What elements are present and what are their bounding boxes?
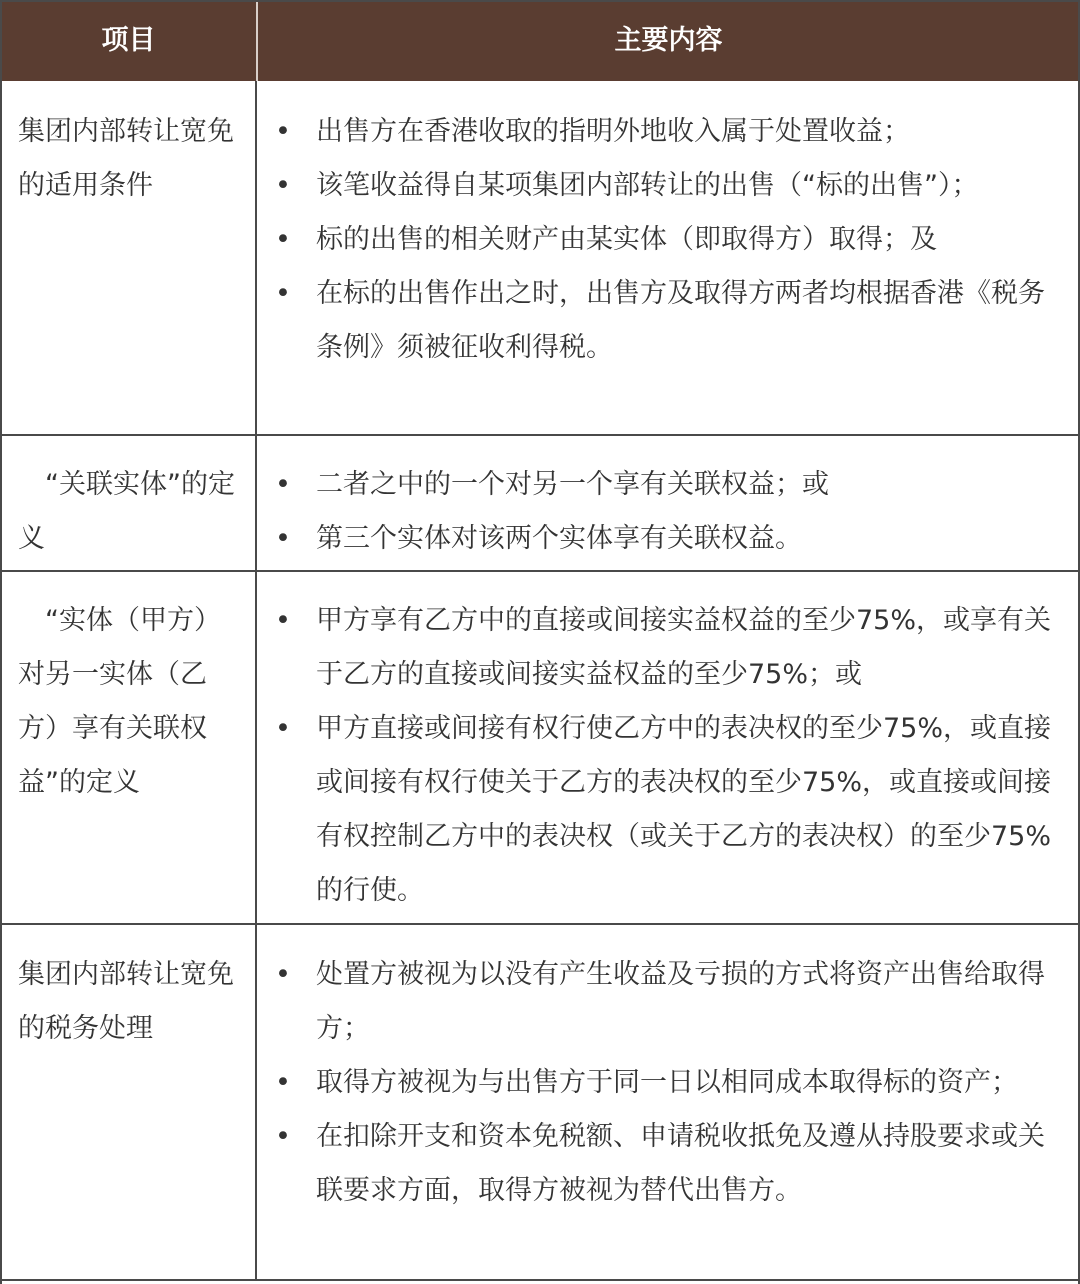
bullet-item: • 处置方被视为以没有产生收益及亏损的方式将资产出售给取得方； xyxy=(257,948,1067,1056)
header-item: 项目 xyxy=(101,25,156,56)
row-divider xyxy=(0,923,1080,925)
bullet-item: • 取得方被视为与出售方于同一日以相同成本取得标的资产； xyxy=(257,1056,1067,1110)
table-header xyxy=(1,1,1079,81)
bullet-item: • 出售方在香港收取的指明外地收入属于处置收益； xyxy=(257,105,1067,159)
border-left xyxy=(0,0,2,1284)
header-content: 主要内容 xyxy=(614,25,723,56)
bullet-item: • 甲方享有乙方中的直接或间接实益权益的至少75%，或享有关于乙方的直接或间接实益权益的至少75%；或 xyxy=(257,594,1067,702)
row-divider xyxy=(0,434,1080,436)
row-item-label: “实体（甲方）对另一实体（乙方）享有关联权益”的定义 xyxy=(18,605,221,798)
bullet-item: • 标的出售的相关财产由某实体（即取得方）取得；及 xyxy=(257,213,1067,267)
table-row xyxy=(0,572,1080,923)
bullet-item: • 第三个实体对该两个实体享有关联权益。 xyxy=(257,512,1067,566)
row-item-label: “关联实体”的定义 xyxy=(18,469,235,554)
bullet-item: • 在扣除开支和资本免税额、申请税收抵免及遵从持股要求或关联要求方面，取得方被视为替代出售方。 xyxy=(257,1110,1067,1218)
row-content-list xyxy=(257,105,1067,375)
row-content-list xyxy=(257,594,1067,918)
bullet-item: • 二者之中的一个对另一个享有关联权益；或 xyxy=(257,458,1067,512)
row-content-list xyxy=(257,458,1067,566)
table-row xyxy=(0,436,1080,570)
border-top xyxy=(0,0,1080,2)
border-bottom xyxy=(0,1279,1080,1281)
row-item-label: 集团内部转让宽免的适用条件 xyxy=(18,116,234,201)
row-item-label: 集团内部转让宽免的税务处理 xyxy=(18,959,234,1044)
table-row xyxy=(0,82,1080,434)
row-divider xyxy=(0,570,1080,572)
bullet-item: • 在标的出售作出之时，出售方及取得方两者均根据香港《税务条例》须被征收利得税。 xyxy=(257,267,1067,375)
row-content-list xyxy=(257,948,1067,1218)
bullet-item: • 甲方直接或间接有权行使乙方中的表决权的至少75%，或直接或间接有权行使关于乙方的表决权的至少75%，或直接或间接有权控制乙方中的表决权（或关于乙方的表决权）的至少75%的行使。 xyxy=(257,702,1067,918)
column-divider xyxy=(255,81,257,1281)
table-row xyxy=(0,925,1080,1279)
bullet-item: • 该笔收益得自某项集团内部转让的出售（“标的出售”）； xyxy=(257,159,1067,213)
